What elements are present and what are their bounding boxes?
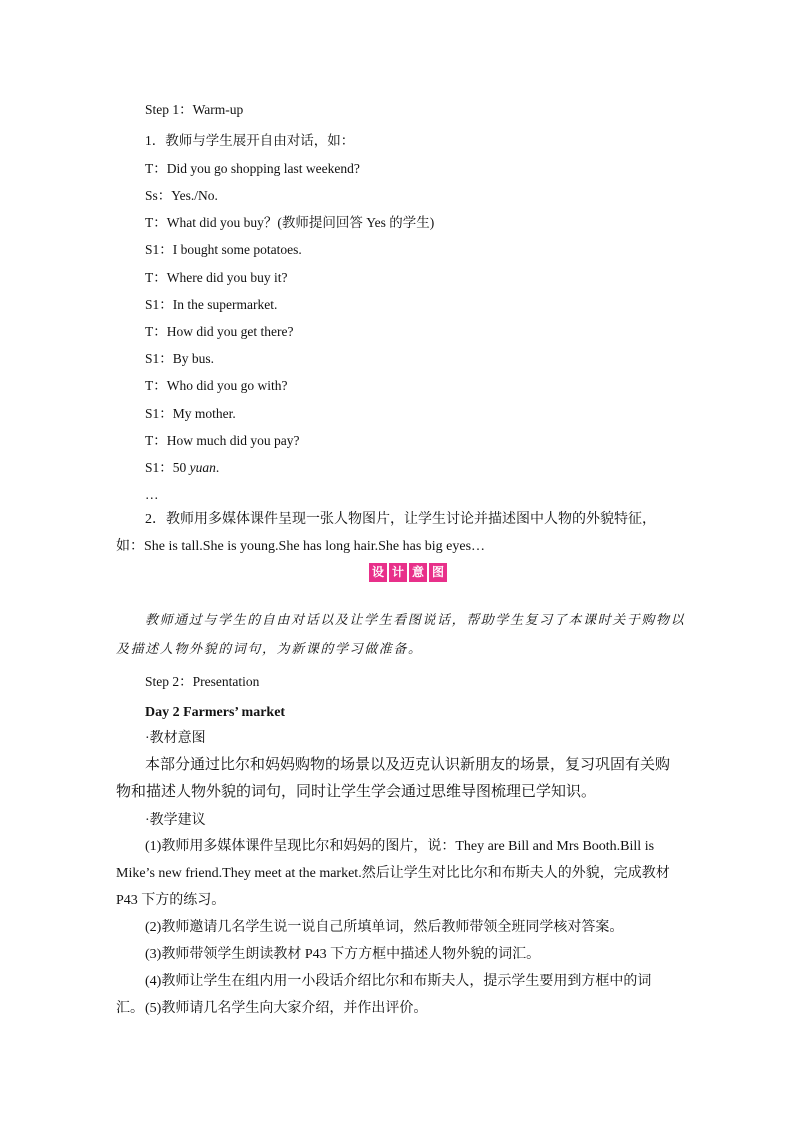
dialogue-line: S1：In the supermarket. xyxy=(145,297,278,312)
dialogue-line-last: S1：50 yuan. xyxy=(145,460,220,475)
dialogue-line: T：Who did you go with? xyxy=(145,378,288,393)
teaching-item: (3)教师带领学生朗读教材 P43 下方方框中描述人物外貌的词汇。 xyxy=(145,947,541,962)
badge-char: 意 xyxy=(409,563,427,582)
step1-item-1: 1．教师与学生展开自由对话，如： xyxy=(145,133,355,148)
teaching-item: (5)教师请几名学生向大家介绍，并作出评价。 xyxy=(145,1001,428,1016)
badge-char: 计 xyxy=(389,563,407,582)
teaching-label: ·教学建议 xyxy=(145,813,206,828)
teaching-item: (1)教师用多媒体课件呈现比尔和妈妈的图片，说：They are Bill and Mrs Booth.Bill is Mike’s new friend.They meet at the market.然后让学生对比比尔和布斯夫人的外貌，完成教材 P43 下方的练习。 xyxy=(116,839,670,908)
teaching-item: (2)教师邀请几名学生说一说自己所填单词，然后教师带领全班同学核对答案。 xyxy=(145,920,624,935)
dialogue-line: S1：My mother. xyxy=(145,406,236,421)
badge-char: 设 xyxy=(369,563,387,582)
step2-title: Step 2：Presentation xyxy=(145,674,260,689)
dialogue-line: T：Did you go shopping last weekend? xyxy=(145,161,360,176)
step1-title: Step 1：Warm-up xyxy=(145,102,244,117)
dialogue-line: T：How did you get there? xyxy=(145,324,294,339)
design-intent-badge xyxy=(369,563,447,582)
dialogue-line: T：What did you buy？(教师提问回答 Yes 的学生) xyxy=(145,215,435,230)
material-text: 本部分通过比尔和妈妈购物的场景以及迈克认识新朋友的场景，复习巩固有关购物和描述人物外貌的词句，同时让学生学会通过思维导图梳理已学知识。 xyxy=(116,757,671,800)
day-title: Day 2 Farmers’ market xyxy=(145,705,286,720)
dialogue-line: S1：I bought some potatoes. xyxy=(145,242,302,257)
dialogue-line: T：How much did you pay? xyxy=(145,433,300,448)
ellipsis: … xyxy=(145,487,159,502)
design-intent-text: 教师通过与学生的自由对话以及让学生看图说话，帮助学生复习了本课时关于购物以及描述人物外貌的词句，为新课的学习做准备。 xyxy=(116,613,686,657)
material-label: ·教材意图 xyxy=(145,731,206,746)
badge-char: 图 xyxy=(429,563,447,582)
dialogue-line: T：Where did you buy it? xyxy=(145,270,288,285)
teaching-item: (4)教师让学生在组内用一小段话介绍比尔和布斯夫人，提示学生要用到方框中的词汇。 xyxy=(116,974,652,1016)
dialogue-line: Ss：Yes./No. xyxy=(145,188,218,203)
step1-item-2: 2．教师用多媒体课件呈现一张人物图片，让学生讨论并描述图中人物的外貌特征，如：She is tall.She is young.She has long hair.She has big eyes… xyxy=(116,512,656,554)
dialogue-line: S1：By bus. xyxy=(145,351,215,366)
